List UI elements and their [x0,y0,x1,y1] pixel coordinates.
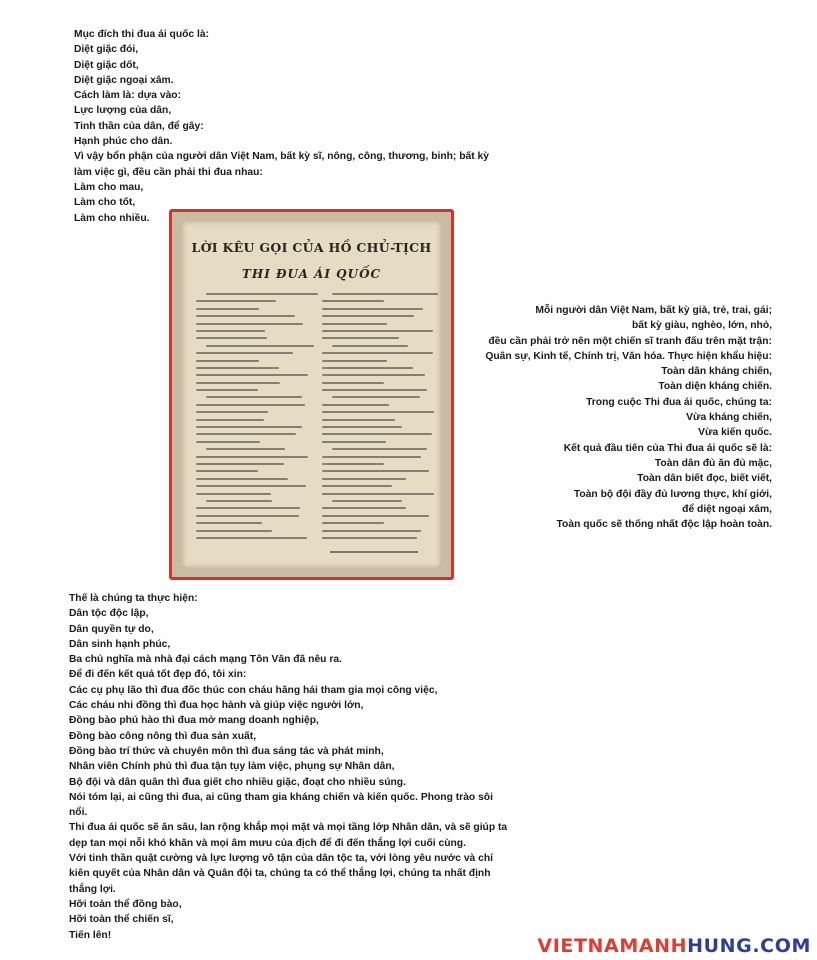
scan-text-line [196,360,259,362]
scan-text-line [196,330,265,332]
top-text-line: Vì vậy bổn phận của người dân Việt Nam, bất kỳ sĩ, nông, công, thương, binh; bất kỳ [74,151,489,163]
bottom-text-line: Tiến lên! [69,929,112,941]
bottom-text-line: Nhân viên Chính phủ thì đua tận tụy làm việc, phụng sự Nhân dân, [69,761,395,773]
right-text-line: bất kỳ giàu, nghèo, lớn, nhỏ, [631,320,772,332]
scan-text-line [196,323,303,325]
top-text-block [74,27,534,226]
bottom-text-line: Nói tóm lại, ai cũng thi đua, ai cũng tham gia kháng chiến và kiến quốc. Phong trào sôi nổi. [69,791,493,819]
right-text-line: Vừa kiến quốc. [698,427,772,439]
scan-text-line [196,522,262,524]
bottom-text-line: Hỡi toàn thể chiến sĩ, [69,914,174,926]
right-text-line: Toàn dân đủ ăn đủ mặc, [654,457,772,469]
scan-text-line [196,441,260,443]
top-text-line: Diệt giặc dốt, [74,59,139,71]
top-text-line: Tinh thần của dân, để gây: [74,120,204,132]
bottom-text-line: Thế là chúng ta thực hiện: [69,593,198,604]
right-text-line: Toàn bộ đội đầy đủ lương thực, khí giới, [573,488,772,500]
scan-text-line [322,537,417,539]
bottom-text-line: Đồng bào phú hào thì đua mở mang doanh nghiệp, [69,715,319,727]
bottom-text-line: Đồng bào trí thức và chuyên môn thì đua sáng tác và phát minh, [69,745,384,757]
bottom-text-line: Hỡi toàn thể đồng bào, [69,898,182,910]
scan-text-line [196,315,295,317]
scan-text-line [196,470,258,472]
bottom-text-line: Để đi đến kết quả tốt đẹp đó, tôi xin: [69,669,247,681]
right-text-line: Toàn quốc sẽ thống nhất độc lập hoàn toàn. [556,519,772,531]
top-text-line: làm việc gì, đều cần phải thi đua nhau: [74,166,263,178]
scan-text-line [196,411,268,413]
scan-text-line [196,433,296,435]
right-text-line: Toàn diện kháng chiến. [658,381,772,393]
scan-text-line [196,530,272,532]
top-text-line: Mục đích thi đua ái quốc là: [74,29,210,40]
scan-text-line [196,507,300,509]
right-text-line: Trong cuộc Thi đua ái quốc, chúng ta: [586,396,772,408]
scan-text-line [196,419,264,421]
document-subtitle: THI ĐUA ÁI QUỐC [241,267,382,281]
scan-text-line [196,367,279,369]
bottom-text-line: Các cụ phụ lão thì đua đốc thúc con cháu hăng hái tham gia mọi công việc, [69,684,438,696]
scan-text-line [196,337,267,339]
bottom-text-line: Dân quyền tự do, [69,623,154,635]
bottom-text-line: Với tinh thần quật cường và lực lượng vô tận của dân tộc ta, với lòng yêu nước và chí kiên quyết của Nhân dân và Quân đội ta, chúng ta có thể thắng lợi, chúng ta nhất định thắng lợi. [69,853,494,895]
scan-text-line [206,293,318,295]
scan-text-line [196,308,259,310]
bottom-text-block [69,591,519,943]
watermark-part-blue: HUNG.COM [687,935,811,957]
bottom-text-line: Các cháu nhi đồng thì đua học hành và giúp việc người lớn, [69,700,364,712]
top-text-line: Hạnh phúc cho dân. [74,136,173,148]
top-text-line: Lực lượng của dân, [74,105,172,117]
right-text-block [372,303,772,532]
scan-text-line [206,448,285,450]
right-text-line: Mỗi người dân Việt Nam, bất kỳ già, trẻ, trai, gái; [535,305,772,316]
right-text-line: để diệt ngoại xâm, [682,503,772,515]
scan-text-line [206,345,314,347]
top-text-line: Làm cho tốt, [74,197,136,209]
scan-text-line [196,352,293,354]
right-text-line: Toàn dân kháng chiến, [661,366,772,378]
scan-text-line [196,389,258,391]
scan-text-line [206,396,302,398]
site-watermark [537,935,811,957]
top-text-line: Làm cho mau, [74,181,144,193]
scan-text-line [196,537,307,539]
scan-text-line [196,478,288,480]
document-text-column-left [196,293,308,544]
top-text-line: Cách làm là: dựa vào: [74,90,182,102]
bottom-text-line: Thi đua ái quốc sẽ ăn sâu, lan rộng khắp mọi mặt và mọi tầng lớp Nhân dân, và sẽ giúp ta dẹp tan mọi nỗi khó khăn và mọi âm mưu của địch để đi đến thắng lợi cuối cùng. [69,822,508,849]
right-text-line: Toàn dân biết đọc, biết viết, [637,473,772,485]
top-text-line: Làm cho nhiều. [74,212,150,224]
scan-text-line [206,500,272,502]
scan-text-line [196,426,302,428]
bottom-text-line: Đồng bào công nông thì đua sản xuất, [69,730,257,742]
right-text-line: Kết quả đầu tiên của Thi đua ái quốc sẽ là: [563,442,772,454]
scan-text-line [196,404,305,406]
scan-text-line [196,382,280,384]
scan-text-line [196,515,299,517]
scan-text-line [196,493,271,495]
bottom-text-line: Bộ đội và dân quân thì đua giết cho nhiều giặc, đoạt cho nhiều súng. [69,776,406,788]
bottom-text-line: Dân tộc độc lập, [69,608,149,620]
top-text-line: Diệt giặc đói, [74,44,139,56]
top-text-line: Diệt giặc ngoại xâm. [74,74,174,86]
document-signature-line [330,551,418,553]
scan-text-line [196,456,308,458]
scan-text-line [196,485,306,487]
right-text-line: Quân sự, Kinh tế, Chính trị, Văn hóa. Thực hiện khẩu hiệu: [485,350,772,362]
right-text-line: Vừa kháng chiến, [686,412,772,424]
scan-text-line [196,463,284,465]
scan-text-line [196,300,276,302]
bottom-text-line: Ba chủ nghĩa mà nhà đại cách mạng Tôn Văn đã nêu ra. [69,654,342,666]
scan-text-line [196,374,308,376]
right-text-line: đều cần phải trở nên một chiến sĩ tranh đấu trên mặt trận: [488,335,772,347]
watermark-part-red: VIETNAMANH [537,935,688,957]
bottom-text-line: Dân sinh hạnh phúc, [69,638,171,650]
scan-text-line [332,293,438,295]
document-title: LỜI KÊU GỌI CỦA HỒ CHỦ-TỊCH [191,240,432,255]
